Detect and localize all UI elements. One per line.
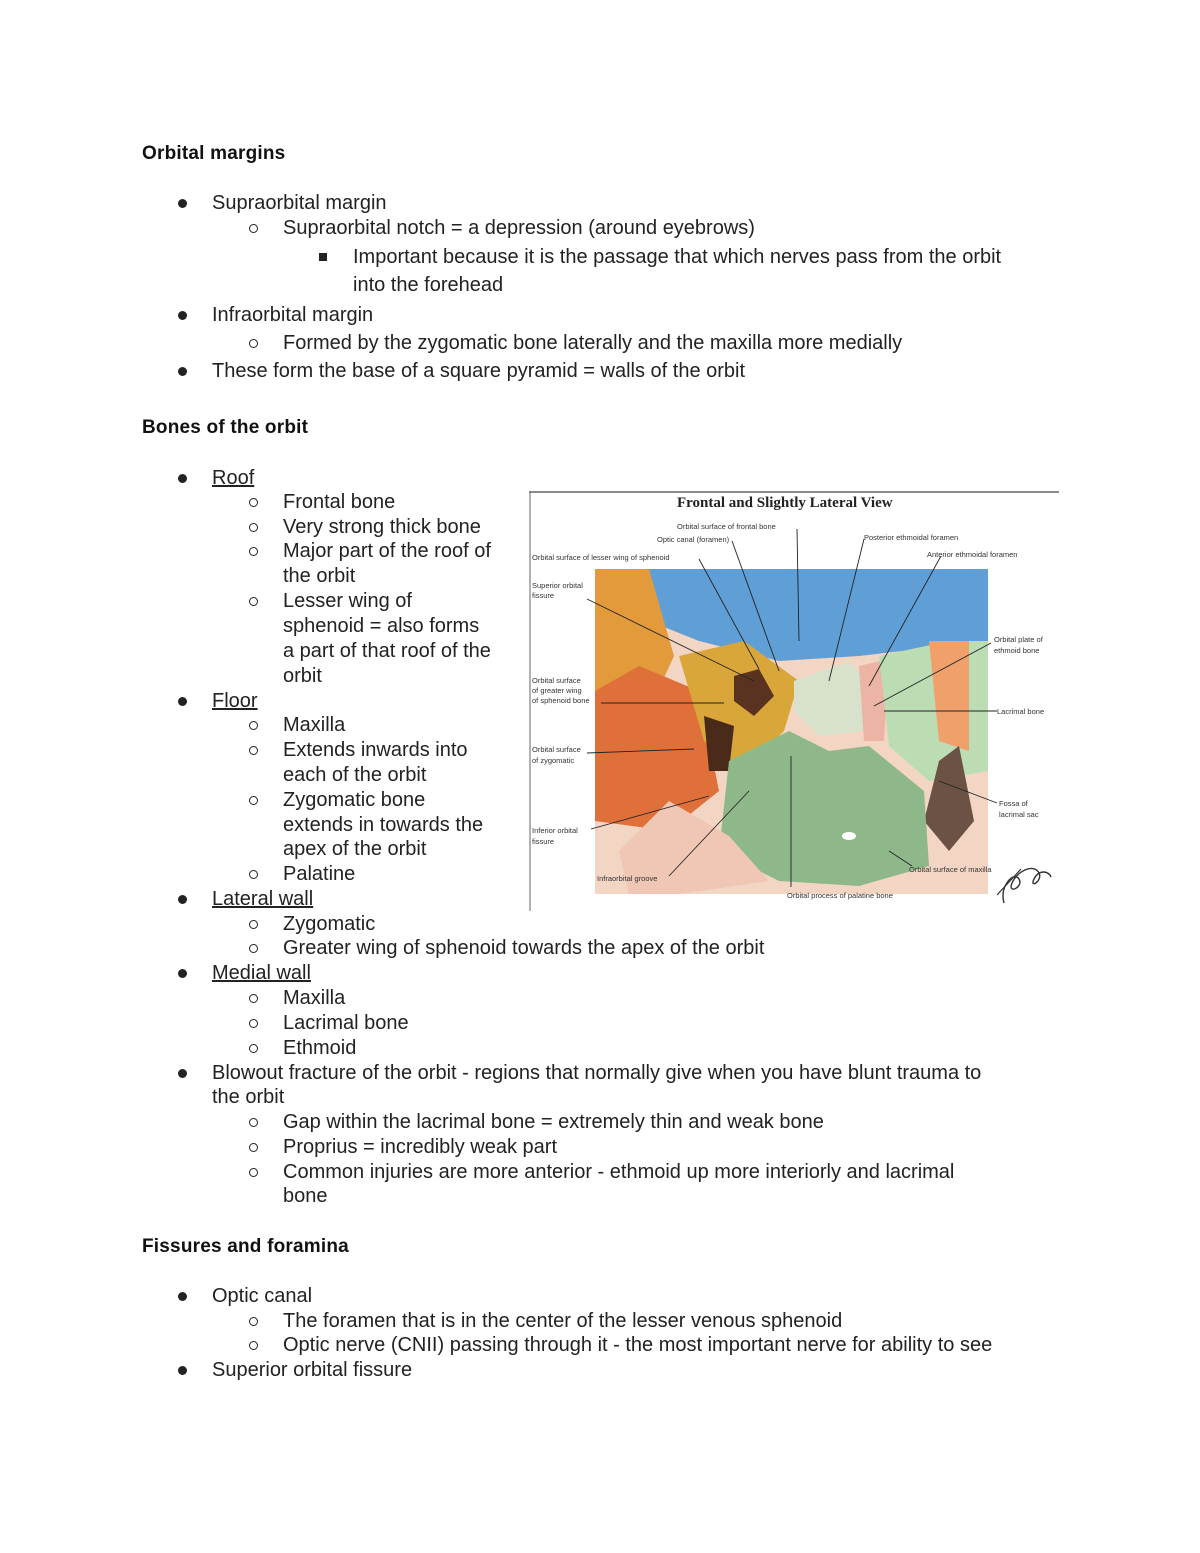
circle-bullet-icon: [249, 339, 258, 348]
list-item: These form the base of a square pyramid = walls of the orbit: [212, 360, 746, 382]
circle-bullet-icon: [249, 870, 258, 879]
bullet-icon: [178, 697, 187, 706]
list-item: Superior orbital fissure: [212, 1359, 413, 1381]
figure-label: Infraorbital groove: [597, 874, 658, 883]
figure-label: Orbital surface of frontal bone: [677, 522, 776, 531]
list-item: a part of that roof of the: [283, 640, 491, 662]
list-item: the orbit: [283, 565, 356, 587]
list-item: Blowout fracture of the orbit - regions that normally give when you have blunt trauma to: [212, 1062, 982, 1084]
figure-label: Fossa of: [999, 799, 1028, 808]
figure-label: of greater wing: [532, 686, 582, 695]
square-bullet-icon: [319, 253, 327, 261]
list-item: Maxilla: [283, 714, 346, 736]
bullet-icon: [178, 895, 187, 904]
figure-label: Orbital plate of: [994, 635, 1043, 644]
circle-bullet-icon: [249, 1317, 258, 1326]
list-item: the orbit: [212, 1086, 285, 1108]
circle-bullet-icon: [249, 498, 258, 507]
figure-label: Orbital surface: [532, 676, 581, 685]
circle-bullet-icon: [249, 920, 258, 929]
figure-label: Orbital surface of lesser wing of sphenoid: [532, 553, 670, 562]
list-item: Frontal bone: [283, 491, 396, 513]
list-item: Ethmoid: [283, 1037, 357, 1059]
list-item: Optic nerve (CNII) passing through it - the most important nerve for ability to see: [283, 1334, 993, 1356]
list-item: Lesser wing of: [283, 590, 412, 612]
list-item: into the forehead: [353, 274, 504, 296]
figure-title: Frontal and Slightly Lateral View: [677, 495, 893, 511]
list-item: Roof: [212, 467, 255, 489]
figure-label: fissure: [532, 591, 555, 600]
list-item: The foramen that is in the center of the lesser venous sphenoid: [283, 1310, 843, 1332]
list-item: bone: [283, 1185, 328, 1207]
circle-bullet-icon: [249, 721, 258, 730]
bullet-icon: [178, 311, 187, 320]
list-item: Important because it is the passage that which nerves pass from the orbit: [353, 246, 1002, 268]
orbit-diagram: [529, 491, 1059, 911]
bullet-icon: [178, 474, 187, 483]
figure-label: fissure: [532, 837, 555, 846]
figure-label: ethmoid bone: [994, 646, 1040, 655]
circle-bullet-icon: [249, 944, 258, 953]
list-item: Floor: [212, 690, 258, 712]
bullet-icon: [178, 1069, 187, 1078]
circle-bullet-icon: [249, 1341, 258, 1350]
list-item: extends in towards the: [283, 814, 484, 836]
figure-label: Superior orbital: [532, 581, 583, 590]
figure-label: Anterior ethmoidal foramen: [927, 550, 1018, 559]
list-item: Lacrimal bone: [283, 1012, 409, 1034]
list-item: Zygomatic: [283, 913, 376, 935]
bullet-icon: [178, 199, 187, 208]
circle-bullet-icon: [249, 224, 258, 233]
figure-label: lacrimal sac: [999, 810, 1039, 819]
figure-label: Orbital process of palatine bone: [787, 891, 893, 900]
section-heading: Orbital margins: [142, 143, 286, 164]
list-item: Medial wall: [212, 962, 311, 984]
figure-label: Inferior orbital: [532, 826, 578, 835]
orbit-illustration: [529, 491, 1059, 911]
list-item: each of the orbit: [283, 764, 427, 786]
list-item: Proprius = incredibly weak part: [283, 1136, 558, 1158]
list-item: Supraorbital margin: [212, 192, 387, 214]
list-item: Infraorbital margin: [212, 304, 374, 326]
bullet-icon: [178, 367, 187, 376]
list-item: orbit: [283, 665, 322, 687]
list-item: Major part of the roof of: [283, 540, 491, 562]
list-item: Common injuries are more anterior - ethmoid up more interiorly and lacrimal: [283, 1161, 955, 1183]
figure-label: Optic canal (foramen): [657, 535, 730, 544]
circle-bullet-icon: [249, 597, 258, 606]
list-item: Zygomatic bone: [283, 789, 426, 811]
section-heading: Bones of the orbit: [142, 417, 309, 438]
circle-bullet-icon: [249, 1118, 258, 1127]
circle-bullet-icon: [249, 746, 258, 755]
bullet-icon: [178, 1292, 187, 1301]
list-item: Lateral wall: [212, 888, 314, 910]
circle-bullet-icon: [249, 523, 258, 532]
circle-bullet-icon: [249, 1168, 258, 1177]
list-item: Maxilla: [283, 987, 346, 1009]
list-item: sphenoid = also forms: [283, 615, 480, 637]
list-item: Optic canal: [212, 1285, 313, 1307]
list-item: Greater wing of sphenoid towards the apex of the orbit: [283, 937, 765, 959]
circle-bullet-icon: [249, 547, 258, 556]
circle-bullet-icon: [249, 1044, 258, 1053]
list-item: apex of the orbit: [283, 838, 427, 860]
figure-label: Lacrimal bone: [997, 707, 1045, 716]
figure-label: Orbital surface of maxilla: [909, 865, 992, 874]
list-item: Gap within the lacrimal bone = extremely thin and weak bone: [283, 1111, 824, 1133]
figure-label: Posterior ethmoidal foramen: [864, 533, 959, 542]
circle-bullet-icon: [249, 1019, 258, 1028]
circle-bullet-icon: [249, 994, 258, 1003]
circle-bullet-icon: [249, 796, 258, 805]
list-item: Palatine: [283, 863, 356, 885]
list-item: Extends inwards into: [283, 739, 468, 761]
circle-bullet-icon: [249, 1143, 258, 1152]
list-item: Formed by the zygomatic bone laterally and the maxilla more medially: [283, 332, 903, 354]
section-heading: Fissures and foramina: [142, 1236, 349, 1257]
bullet-icon: [178, 969, 187, 978]
list-item: Very strong thick bone: [283, 516, 481, 538]
figure-label: of zygomatic: [532, 756, 575, 765]
figure-label: of sphenoid bone: [532, 696, 590, 705]
bullet-icon: [178, 1366, 187, 1375]
list-item: Supraorbital notch = a depression (around eyebrows): [283, 217, 755, 239]
figure-label: Orbital surface: [532, 745, 581, 754]
